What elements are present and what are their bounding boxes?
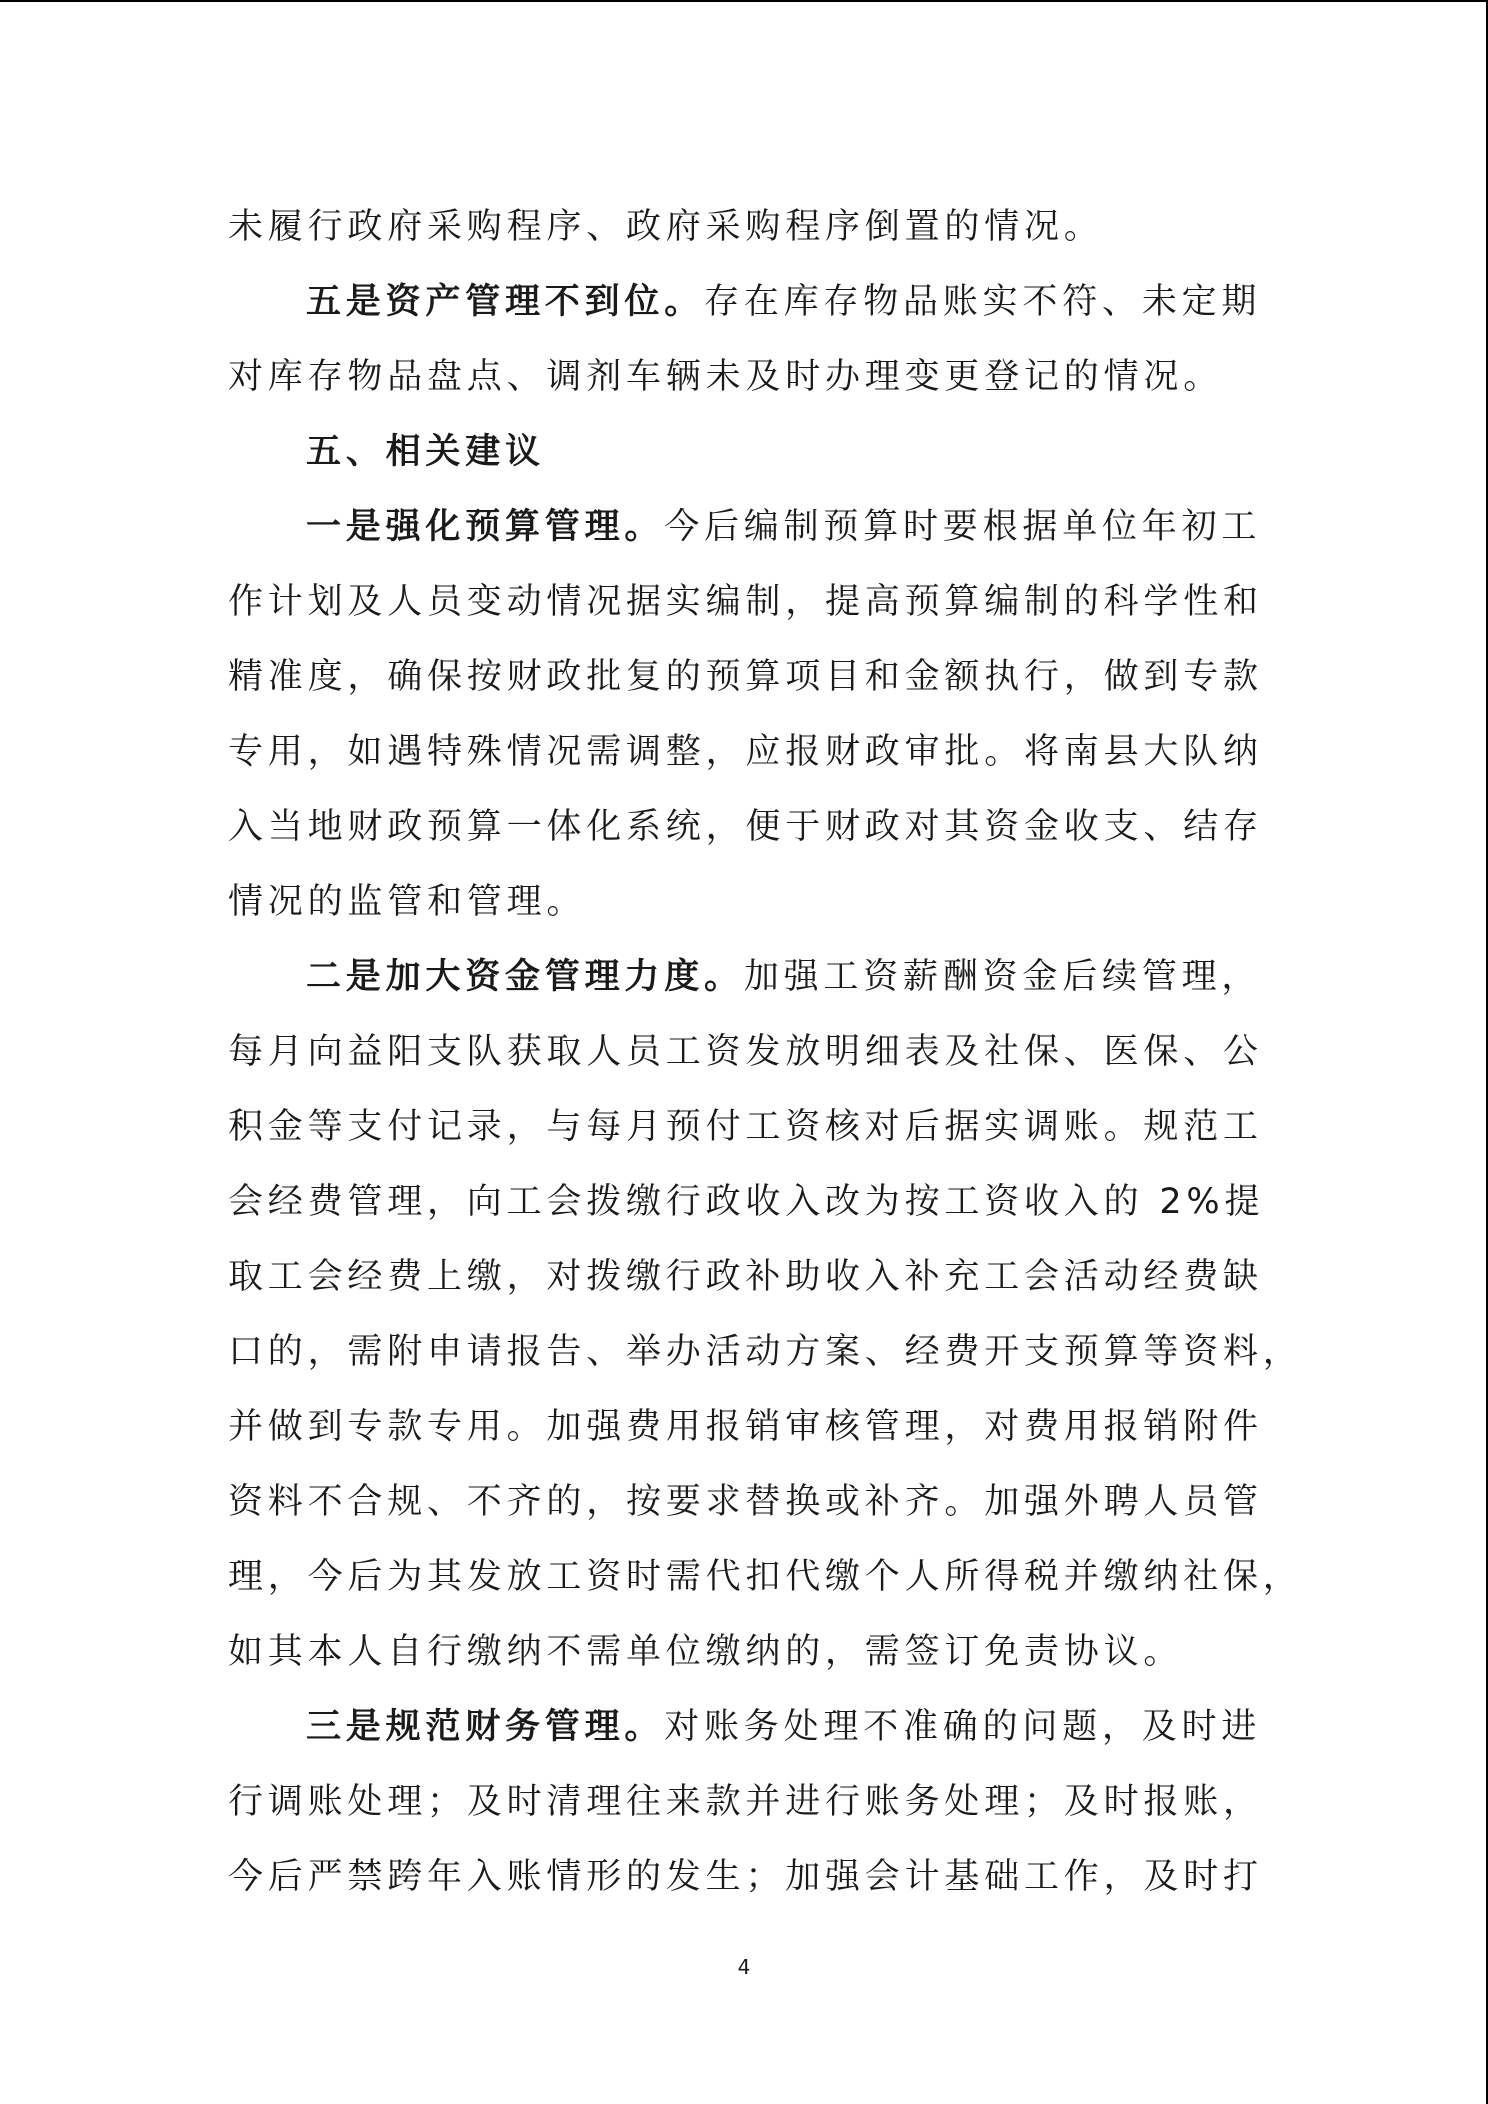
paragraph-line: 一是强化预算管理。今后编制预算时要根据单位年初工 <box>306 507 1262 547</box>
body-line: 作计划及人员变动情况据实编制，提高预算编制的科学性和 <box>228 582 1263 622</box>
body-line: 未履行政府采购程序、政府采购程序倒置的情况。 <box>228 207 1104 247</box>
body-line: 积金等支付记录，与每月预付工资核对后据实调账。规范工 <box>228 1107 1263 1147</box>
body-line: 今后严禁跨年入账情形的发生；加强会计基础工作，及时打 <box>228 1857 1263 1897</box>
section-heading: 五、相关建议 <box>306 432 545 472</box>
paragraph-line: 二是加大资金管理力度。加强工资薪酬资金后续管理， <box>306 957 1262 997</box>
body-line: 资料不合规、不齐的，按要求替换或补齐。加强外聘人员管 <box>228 1482 1263 1522</box>
paragraph-line: 三是规范财务管理。对账务处理不准确的问题，及时进 <box>306 1707 1262 1747</box>
body-line: 对库存物品盘点、调剂车辆未及时办理变更登记的情况。 <box>228 357 1224 397</box>
body-line: 理，今后为其发放工资时需代扣代缴个人所得税并缴纳社保， <box>228 1557 1303 1597</box>
body-line: 情况的监管和管理。 <box>228 882 587 922</box>
body-line: 并做到专款专用。加强费用报销审核管理，对费用报销附件 <box>228 1407 1263 1447</box>
body-line: 如其本人自行缴纳不需单位缴纳的，需签订免责协议。 <box>228 1632 1184 1672</box>
paragraph-line: 五是资产管理不到位。存在库存物品账实不符、未定期 <box>306 282 1262 322</box>
page-top-border <box>0 0 1488 2</box>
paragraph-heading: 五是资产管理不到位。 <box>306 282 705 322</box>
body-line: 精准度，确保按财政批复的预算项目和金额执行，做到专款 <box>228 657 1263 697</box>
body-line: 每月向益阳支队获取人员工资发放明细表及社保、医保、公 <box>228 1032 1263 1072</box>
body-line: 行调账处理；及时清理往来款并进行账务处理；及时报账， <box>228 1782 1263 1822</box>
body-line: 口的，需附申请报告、举办活动方案、经费开支预算等资料， <box>228 1332 1303 1372</box>
paragraph-heading: 二是加大资金管理力度。 <box>306 957 744 997</box>
body-line: 专用，如遇特殊情况需调整，应报财政审批。将南县大队纳 <box>228 732 1263 772</box>
page-number: 4 <box>737 1955 751 1979</box>
body-line: 入当地财政预算一体化系统，便于财政对其资金收支、结存 <box>228 807 1263 847</box>
paragraph-heading: 三是规范财务管理。 <box>306 1707 665 1747</box>
body-line: 会经费管理，向工会拨缴行政收入改为按工资收入的 2%提 <box>228 1182 1265 1222</box>
paragraph-heading: 一是强化预算管理。 <box>306 507 665 547</box>
body-line: 取工会经费上缴，对拨缴行政补助收入补充工会活动经费缺 <box>228 1257 1263 1297</box>
